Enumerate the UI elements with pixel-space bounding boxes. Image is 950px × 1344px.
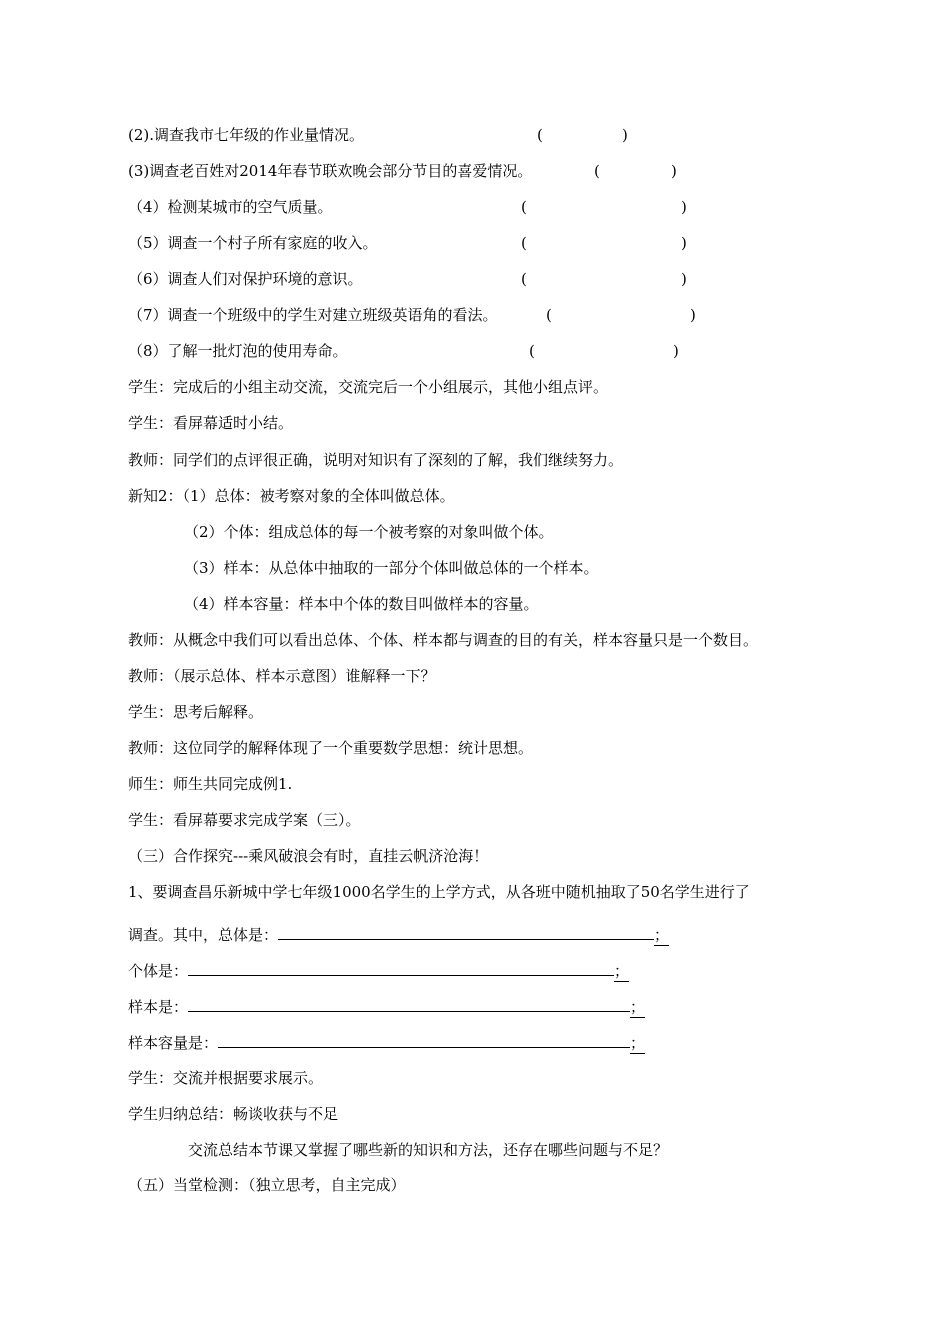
definition-item: （3）样本：从总体中抽取的一部分个体叫做总体的一个样本。 (184, 559, 599, 577)
answer-paren-close: ) (622, 126, 628, 144)
survey-item-5: （5）调查一个村子所有家庭的收入。 (128, 234, 378, 252)
answer-paren-open: ( (521, 198, 527, 216)
answer-blank[interactable] (188, 996, 630, 1012)
dialogue-line: 教师：这位同学的解释体现了一个重要数学思想：统计思想。 (128, 739, 534, 757)
fill-blank-label: 个体是： (128, 962, 189, 980)
dialogue-line: 教师：从概念中我们可以看出总体、个体、样本都与调查的目的有关，样本容量只是一个数目。 (128, 631, 759, 649)
answer-blank[interactable] (278, 924, 654, 940)
answer-paren-open: ( (594, 162, 600, 180)
fill-blank-label: 样本容量是： (128, 1034, 219, 1052)
summary-text: 交流总结本节课又掌握了哪些新的知识和方法，还存在哪些问题与不足？ (188, 1141, 669, 1159)
survey-item-7: （7）调查一个班级中的学生对建立班级英语角的看法。 (128, 306, 498, 324)
answer-paren-open: ( (546, 306, 552, 324)
dialogue-line: 学生：看屏幕要求完成学案（三）。 (128, 811, 361, 829)
definition-item: （4）样本容量：样本中个体的数目叫做样本的容量。 (184, 595, 539, 613)
dialogue-line: 教师：（展示总体、样本示意图）谁解释一下？ (128, 667, 436, 685)
fill-blank-end: ； (614, 962, 630, 980)
fill-blank-sample (128, 996, 645, 1018)
survey-item-3: (3)调查老百姓对2014年春节联欢晚会部分节目的喜爱情况。 (128, 162, 533, 180)
definition-heading: 新知2：（1）总体：被考察对象的全体叫做总体。 (128, 487, 455, 505)
answer-paren-close: ) (681, 198, 687, 216)
fill-blank-end: ； (654, 926, 670, 944)
exercise-question: 1、要调查昌乐新城中学七年级1000名学生的上学方式，从各班中随机抽取了50名学生进行了 (128, 883, 750, 901)
answer-paren-close: ) (681, 234, 687, 252)
fill-blank-label: 调查。其中，总体是： (128, 926, 279, 944)
fill-blank-end: ； (630, 998, 646, 1016)
survey-item-2: (2).调查我市七年级的作业量情况。 (128, 126, 365, 144)
fill-blank-end: ； (630, 1034, 646, 1052)
section-heading: （三）合作探究---乘风破浪会有时，直挂云帆济沧海！ (128, 847, 489, 865)
definition-item: （2）个体：组成总体的每一个被考察的对象叫做个体。 (184, 523, 554, 541)
answer-paren-open: ( (537, 126, 543, 144)
fill-blank-individual (128, 960, 629, 982)
section-heading: （五）当堂检测：（独立思考，自主完成） (128, 1176, 406, 1194)
answer-paren-close: ) (690, 306, 696, 324)
dialogue-line: 学生：完成后的小组主动交流，交流完后一个小组展示，其他小组点评。 (128, 378, 609, 396)
answer-paren-open: ( (529, 342, 535, 360)
dialogue-line: 教师：同学们的点评很正确，说明对知识有了深刻的了解，我们继续努力。 (128, 451, 624, 469)
dialogue-line: 学生：交流并根据要求展示。 (128, 1069, 324, 1087)
fill-blank-label: 样本是： (128, 998, 189, 1016)
summary-heading: 学生归纳总结：畅谈收获与不足 (128, 1105, 339, 1123)
survey-item-6: （6）调查人们对保护环境的意识。 (128, 270, 363, 288)
dialogue-line: 学生：思考后解释。 (128, 703, 264, 721)
fill-blank-population (128, 924, 669, 946)
survey-item-8: （8）了解一批灯泡的使用寿命。 (128, 342, 348, 360)
answer-paren-close: ) (673, 342, 679, 360)
answer-paren-open: ( (521, 234, 527, 252)
answer-paren-close: ) (681, 270, 687, 288)
answer-paren-open: ( (521, 270, 527, 288)
answer-blank[interactable] (188, 960, 614, 976)
dialogue-line: 学生：看屏幕适时小结。 (128, 414, 294, 432)
survey-item-4: （4）检测某城市的空气质量。 (128, 198, 333, 216)
answer-blank[interactable] (218, 1032, 630, 1048)
fill-blank-sample-size (128, 1032, 645, 1054)
answer-paren-close: ) (671, 162, 677, 180)
dialogue-line: 师生：师生共同完成例1. (128, 775, 293, 793)
